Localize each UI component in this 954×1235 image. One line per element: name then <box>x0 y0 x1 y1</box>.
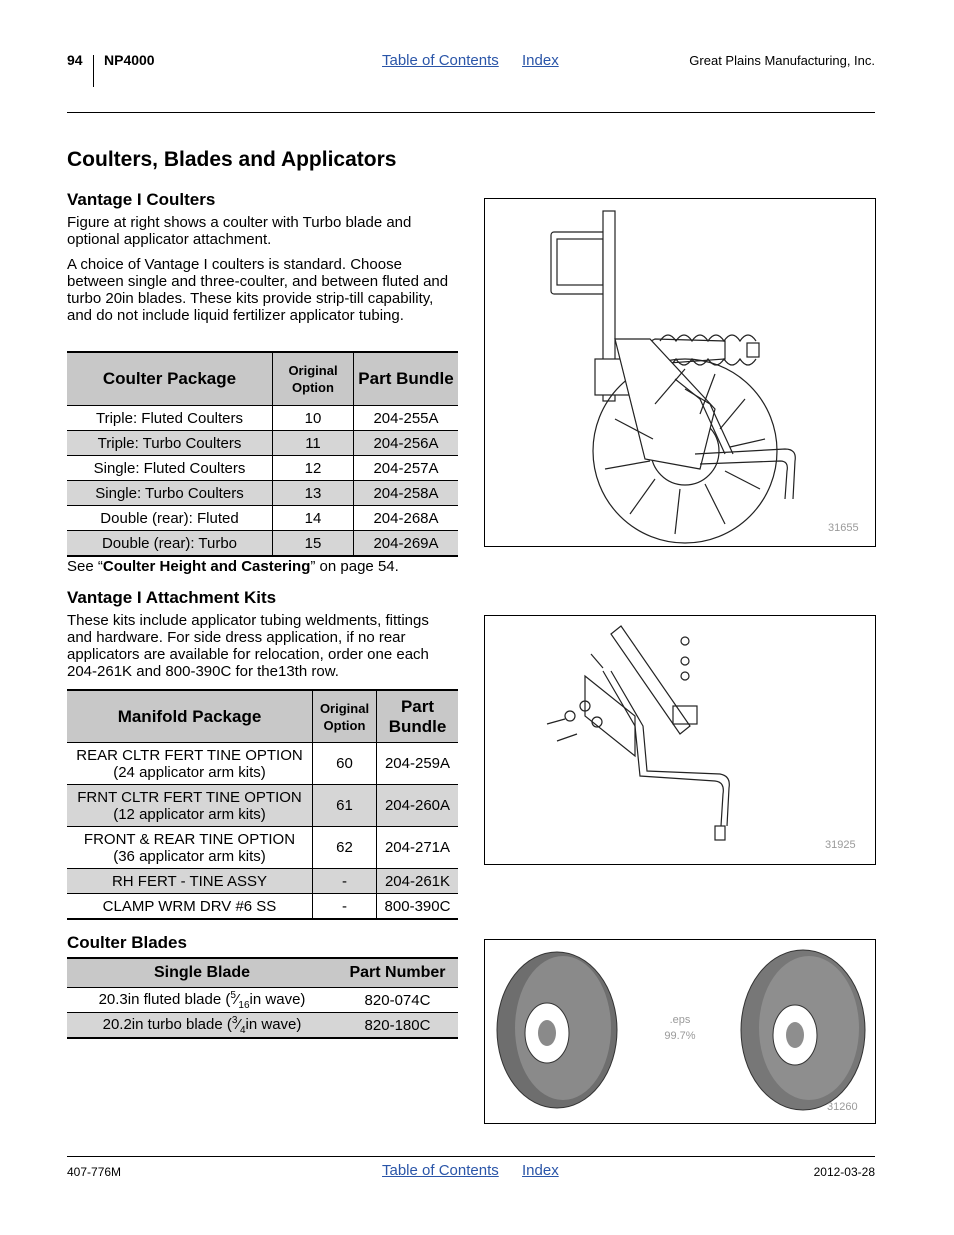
footer-toc-link[interactable]: Table of Contents <box>382 1162 499 1179</box>
figure-coulter-blades <box>484 939 876 1124</box>
coulters-para-1: Figure at right shows a coulter with Turbo blade and optional applicator attachment. <box>67 214 412 248</box>
table-cell: 20.3in fluted blade ($^5⁄_{16}in$ wave) <box>67 988 337 1013</box>
fraction-den: 16 <box>238 999 250 1011</box>
table-cell: 204-259A <box>377 743 459 785</box>
table-row <box>67 1013 458 1039</box>
table-cell: Single: Turbo Coulters <box>67 481 273 506</box>
table-row <box>67 506 458 531</box>
table-cell: 20.2in turbo blade ($^3⁄_4in$ wave) <box>67 1013 337 1039</box>
table-cell: 204-257A <box>354 456 459 481</box>
attachments-heading: Vantage I Attachment Kits <box>67 588 277 607</box>
coulter-illustration <box>485 199 875 546</box>
table-cell: 204-269A <box>354 531 459 557</box>
company-name: Great Plains Manufacturing, Inc. <box>689 53 875 68</box>
table-row <box>67 743 458 785</box>
table-header: Original Option <box>273 352 354 406</box>
table-row <box>67 988 458 1013</box>
table-header: Part Number <box>337 958 458 988</box>
turbo-blade-icon <box>741 950 865 1110</box>
toc-link[interactable]: Table of Contents <box>382 52 499 69</box>
table-cell: CLAMP WRM DRV #6 SS <box>67 894 313 920</box>
model-name: NP4000 <box>104 52 155 68</box>
table-cell: Triple: Turbo Coulters <box>67 431 273 456</box>
figure-number: 31655 <box>828 522 859 534</box>
table-cell: Double (rear): Turbo <box>67 531 273 557</box>
footer-rule <box>67 1156 875 1157</box>
table-cell: 60 <box>313 743 377 785</box>
table-cell: 11 <box>273 431 354 456</box>
table-header: Coulter Package <box>67 352 273 406</box>
table-header: Part Bundle <box>377 690 459 743</box>
table-cell: 204-258A <box>354 481 459 506</box>
table-cell: 14 <box>273 506 354 531</box>
table-cell: Double (rear): Fluted <box>67 506 273 531</box>
table-row <box>67 869 458 894</box>
doc-date: 2012-03-28 <box>813 1165 875 1179</box>
figure-coulter <box>484 198 876 547</box>
cell-text: 20.2in turbo blade ( <box>102 1015 232 1033</box>
table-row <box>67 827 458 869</box>
figure-note: 99.7% <box>664 1030 696 1042</box>
table-cell: 12 <box>273 456 354 481</box>
cell-line: FRONT & REAR TINE OPTION <box>83 830 296 848</box>
table-header: Part Bundle <box>354 352 459 406</box>
fraction-num: 3 <box>231 1014 238 1026</box>
table-cell: 13 <box>273 481 354 506</box>
table-cell: 204-271A <box>377 827 459 869</box>
table-row <box>67 481 458 506</box>
table-cell: 15 <box>273 531 354 557</box>
table-cell: Single: Fluted Coulters <box>67 456 273 481</box>
table-row <box>67 894 458 920</box>
table-header: Single Blade <box>67 958 337 988</box>
fluted-blade-icon <box>497 952 617 1108</box>
table-cell: RH FERT - TINE ASSY <box>67 869 313 894</box>
table-cell: 10 <box>273 406 354 431</box>
table-cell: - <box>313 869 377 894</box>
cell-text: 20.3in fluted blade ( <box>98 990 231 1008</box>
table-cell: 62 <box>313 827 377 869</box>
table-cell: 800-390C <box>377 894 459 920</box>
table-row <box>67 531 458 557</box>
figure-attachment-kit <box>484 615 876 865</box>
coulters-para-2: A choice of Vantage I coulters is standard. Choose between single and three-coulter, and between fluted and turbo 20in blades. These kits provide strip-till capability, and do not include liquid fertilizer applicator tubing. <box>67 256 449 324</box>
see-link[interactable]: Coulter Height and Castering <box>102 558 311 575</box>
table-header: Manifold Package <box>67 690 313 743</box>
blades-heading: Coulter Blades <box>67 933 187 952</box>
table-cell: 61 <box>313 785 377 827</box>
header-rule <box>67 112 875 113</box>
see-prefix: See “ <box>67 558 103 575</box>
doc-number: 407-776M <box>67 1165 122 1179</box>
cell-line: (12 applicator arm kits) <box>113 805 266 823</box>
page-number: 94 <box>67 52 83 68</box>
cell-line: FRNT CLTR FERT TINE OPTION <box>77 788 302 806</box>
cell-line: (36 applicator arm kits) <box>113 847 266 865</box>
table-cell: Triple: Fluted Coulters <box>67 406 273 431</box>
manifold-package-table <box>67 689 458 920</box>
table-cell <box>67 827 313 869</box>
table-cell: 820-180C <box>337 1013 458 1039</box>
table-cell: 204-261K <box>377 869 459 894</box>
attachment-kit-illustration <box>485 616 875 864</box>
table-row <box>67 785 458 827</box>
figure-number: 31260 <box>827 1101 858 1113</box>
figure-number: 31925 <box>825 839 856 851</box>
table-row <box>67 406 458 431</box>
coulters-heading: Vantage I Coulters <box>67 190 216 209</box>
header-divider <box>93 55 94 87</box>
table-cell <box>67 785 313 827</box>
cell-line: (24 applicator arm kits) <box>113 763 266 781</box>
blade-table <box>67 957 458 1039</box>
attachments-para: These kits include applicator tubing weldments, fittings and hardware. For side dress application, if no rear applicators are available for relocation, order one each 204-261K and 800-390C for the13th row. <box>67 612 429 680</box>
coulter-package-table <box>67 351 458 557</box>
table-row <box>67 456 458 481</box>
fraction-num: 5 <box>230 989 236 1001</box>
table-cell: 204-255A <box>354 406 459 431</box>
table-cell: 820-074C <box>337 988 458 1013</box>
page-title: Coulters, Blades and Applicators <box>67 148 397 171</box>
table-row <box>67 431 458 456</box>
table-cell: 204-268A <box>354 506 459 531</box>
cell-text: in wave) <box>245 1015 302 1033</box>
table-cell: 204-256A <box>354 431 459 456</box>
index-link[interactable]: Index <box>522 52 559 69</box>
footer-index-link[interactable]: Index <box>522 1162 559 1179</box>
table-cell: - <box>313 894 377 920</box>
fraction-den: 4 <box>239 1024 246 1036</box>
see-reference <box>67 558 487 575</box>
cell-line: REAR CLTR FERT TINE OPTION <box>76 746 303 764</box>
table-cell <box>67 743 313 785</box>
cell-text: in wave) <box>249 990 306 1008</box>
see-suffix: ” on page 54. <box>310 558 399 575</box>
figure-note: .eps <box>669 1014 691 1026</box>
table-header: Original Option <box>313 690 377 743</box>
coulter-blades-illustration <box>485 940 875 1123</box>
table-cell: 204-260A <box>377 785 459 827</box>
